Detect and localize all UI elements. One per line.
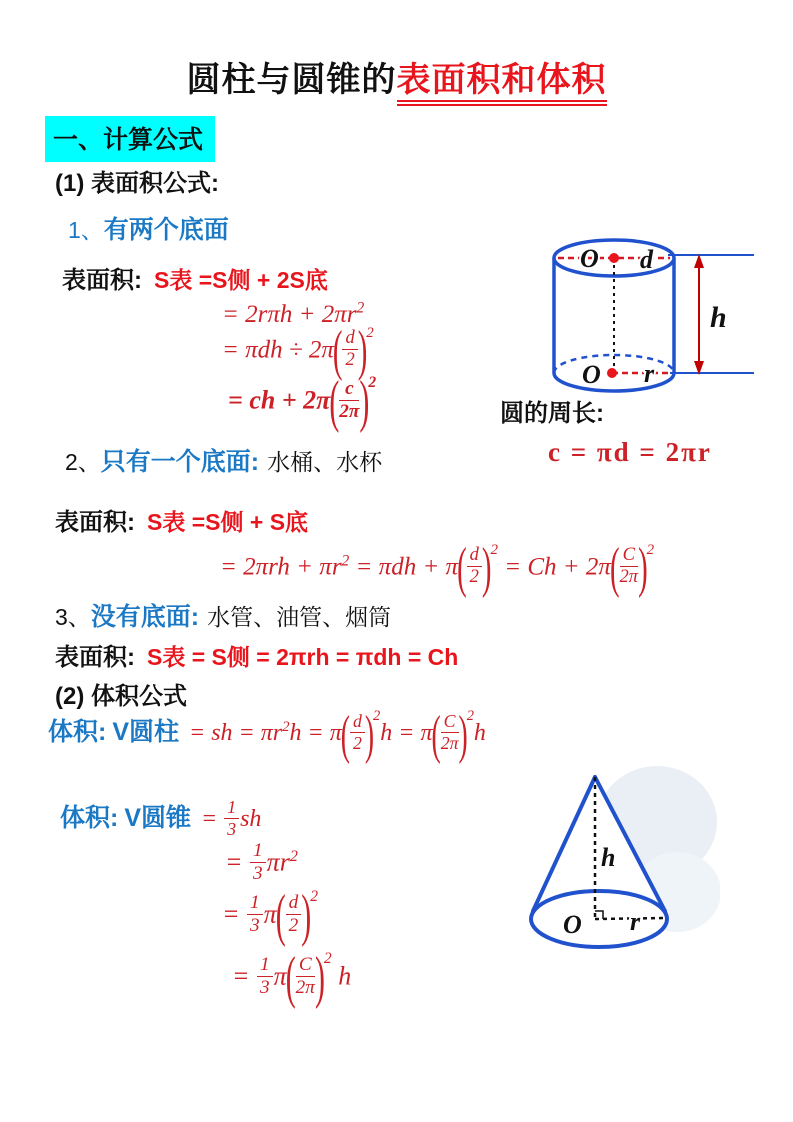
volume-cylinder-row [48, 703, 486, 765]
volume-label-cone: 体积: [60, 804, 119, 832]
cylinder-radius-label: r [644, 359, 655, 388]
page-title-prefix: 圆柱与圆锥的 [186, 61, 397, 99]
cylinder-height-label: h [710, 301, 727, 334]
math-line-volume-cone-d: = $\frac{1}{3}$ π( $\frac{C}{2\pi}$ )$^2$ h [232, 945, 352, 1010]
case3-examples: 水管、油管、烟筒 [207, 604, 392, 630]
math-line-volume-cylinder: = sh = $\pi r^2h = \pi$( $\frac{d}{2}$ )$^2$h = π( $\frac{C}{2\pi}$ )$^2$h [189, 703, 486, 765]
cone-figure [505, 760, 720, 965]
surface1-row [62, 260, 328, 295]
math-line-surface2: = $2\pi rh + \pi r^2 = \pi dh + \pi$( $\frac{d}{2}$ )$^2$ = Ch + 2π( $\frac{C}{2\pi}$ )$^2$ [220, 536, 655, 600]
case2-heading [65, 442, 382, 478]
v-cylinder-symbol: V圆柱 [112, 718, 180, 746]
page-title [0, 52, 793, 101]
section-heading-calculation: 一、计算公式 [45, 116, 215, 162]
surface3-formula: S表 = S侧 = 2πrh = πdh = Ch [147, 644, 459, 670]
surface2-row [55, 502, 308, 537]
math-line-volume-cone-c: = $\frac{1}{3}$ π( $\frac{d}{2}$ )$^2$ [222, 883, 319, 948]
case2-number: 2、 [65, 449, 101, 475]
cylinder-top-center-dot [609, 253, 619, 263]
cylinder-diameter-label: d [640, 245, 653, 274]
math-line-surface1-a: = $2r\pi h + 2\pi r^2$ [222, 299, 365, 328]
case1-number: 1、 [68, 217, 104, 243]
circumference-label: 圆的周长: [500, 400, 604, 427]
math-line-surface1-c: = ch + 2π( $\frac{c}{2\pi}$ )$^2$ [228, 369, 377, 434]
surface-area-label-2: 表面积: [55, 509, 135, 536]
volume-cone-row [60, 798, 261, 841]
math-line-surface1-b: = πdh ÷ 2π( $\frac{d}{2}$ )$^2$ [222, 319, 374, 383]
surface2-formula: S表 =S侧 + S底 [147, 509, 309, 535]
cylinder-top-center-label: O [580, 244, 599, 273]
case3-heading [55, 597, 391, 633]
cone-radius-label: r [630, 907, 641, 936]
case1-label: 有两个底面 [103, 216, 229, 244]
cone-height-label: h [601, 843, 616, 872]
cone-center-label: O [563, 910, 582, 939]
case2-label: 只有一个底面: [100, 448, 260, 476]
case3-number: 3、 [55, 604, 91, 630]
case1-heading [68, 210, 229, 246]
cylinder-bottom-center-dot [607, 368, 617, 378]
surface3-row [55, 637, 458, 672]
math-line-volume-cone-b: = $\frac{1}{3}$ $\pi r^2$ [225, 840, 298, 885]
surface-area-label-3: 表面积: [55, 644, 135, 671]
v-cone-symbol: V圆锥 [124, 804, 192, 832]
surface1-formula: S表 =S侧 + 2S底 [154, 267, 328, 293]
subheading-volume: (2) 体积公式 [55, 683, 187, 710]
cylinder-bottom-center-label: O [582, 360, 601, 389]
subheading-surface-area: (1) 表面积公式: [55, 170, 219, 197]
case3-label: 没有底面: [90, 603, 200, 631]
math-line-volume-cone-a: = $\frac{1}{3}$ sh [201, 797, 262, 839]
surface-area-label-1: 表面积: [62, 267, 142, 294]
volume-label-cylinder: 体积: [48, 718, 107, 746]
circumference-formula: c = πd = 2πr [548, 437, 712, 467]
page-title-highlight: 表面积和体积 [397, 61, 607, 106]
case2-examples: 水桶、水杯 [267, 449, 383, 475]
height-arrow-top-head [694, 254, 704, 268]
